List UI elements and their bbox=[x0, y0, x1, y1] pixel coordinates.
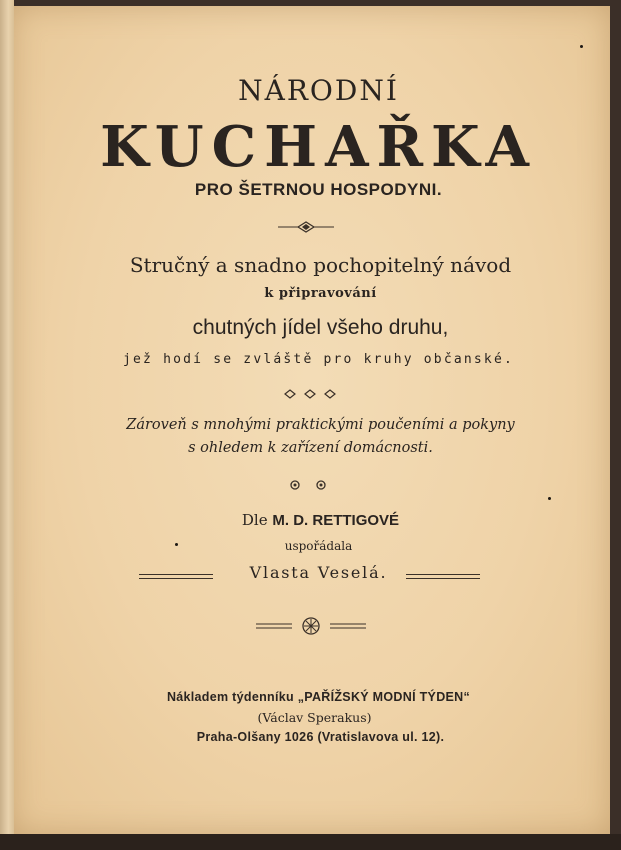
divider-ornament-icon bbox=[276, 220, 336, 234]
author-prefix: Dle bbox=[241, 511, 268, 529]
publisher-line-3: Praha-Olšany 1026 (Vratislavova ul. 12). bbox=[196, 730, 445, 744]
additional-line-1: Zároveň s mnohými praktickými poučeními a pokyny bbox=[126, 417, 515, 433]
title-line-1: NÁRODNÍ bbox=[238, 74, 399, 107]
author-name: M. D. RETTIGOVÉ bbox=[272, 512, 400, 529]
description-line-4: jež hodí se zvláště pro kruhy občanské. bbox=[122, 352, 515, 367]
page-bottom-edge bbox=[0, 834, 621, 850]
arranged-by-label: uspořádala bbox=[284, 539, 353, 553]
publisher-line-1: Nákladem týdenníku „PAŘÍŽSKÝ MODNÍ TÝDEN“ bbox=[166, 690, 471, 704]
title-line-2: KUCHAŘKA bbox=[100, 114, 537, 180]
description-line-2: k připravování bbox=[264, 286, 377, 301]
rosette-ornament-icon bbox=[288, 479, 332, 491]
publisher-line-2: (Václav Sperakus) bbox=[257, 710, 372, 725]
editor-name: Vlasta Veselá. bbox=[249, 563, 388, 582]
page-speck bbox=[175, 543, 178, 546]
flower-ornament-icon bbox=[254, 616, 368, 636]
author-credit bbox=[0, 511, 621, 529]
diamond-ornament-icon bbox=[283, 388, 339, 400]
description-line-1: Stručný a snadno pochopitelný návod bbox=[129, 253, 512, 277]
page-speck bbox=[548, 497, 551, 500]
additional-line-2: s ohledem k zařízení domácnosti. bbox=[188, 440, 433, 456]
page-speck bbox=[580, 45, 583, 48]
description-line-3: chutných jídel všeho druhu, bbox=[192, 316, 449, 339]
title-subtitle: PRO ŠETRNOU HOSPODYNI. bbox=[194, 180, 443, 199]
